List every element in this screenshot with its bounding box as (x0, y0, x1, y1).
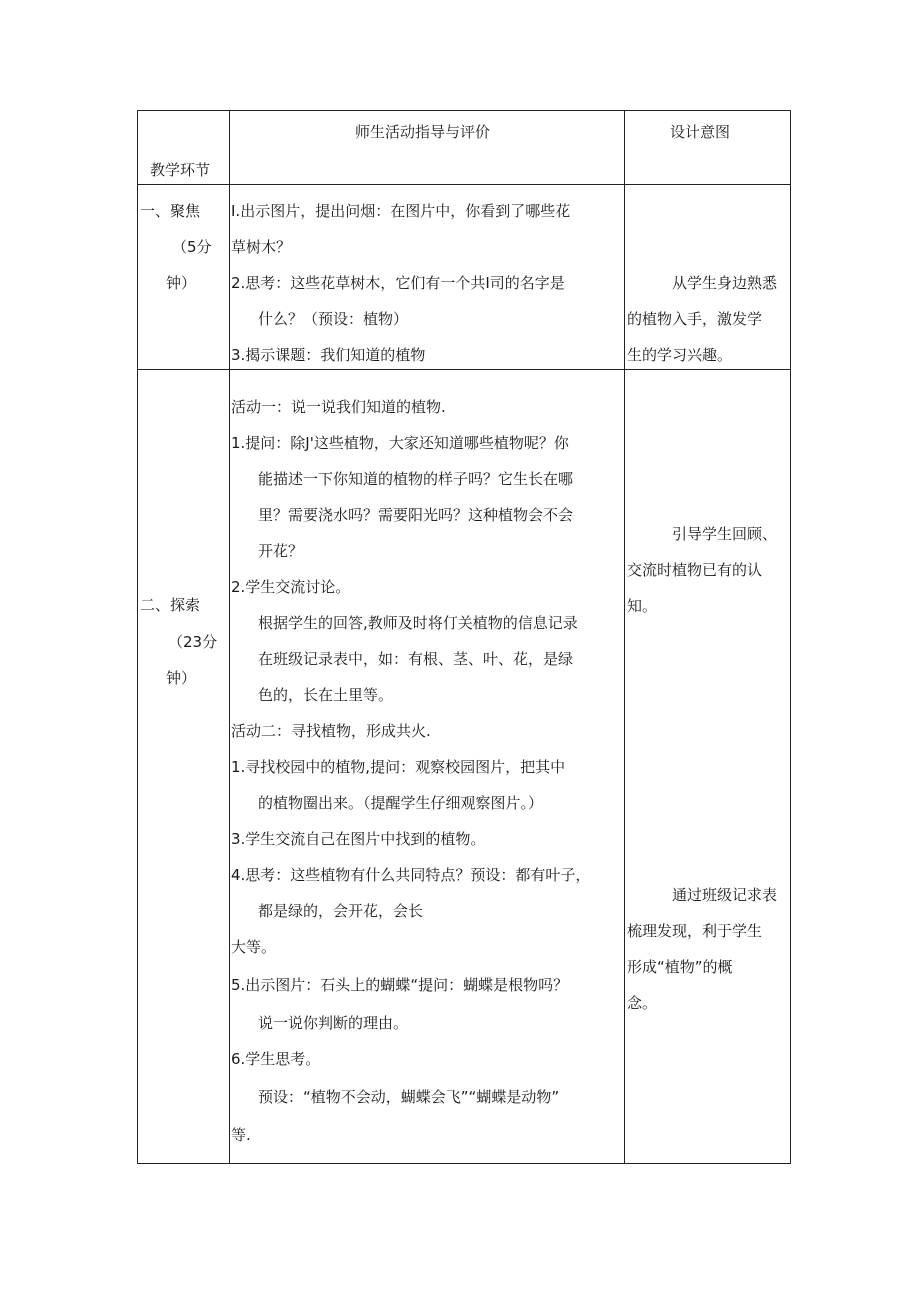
section2-activity-line: 活动一：说一说我们知道的植物. (231, 398, 446, 416)
header-bottom-border (137, 184, 791, 185)
section2-activity-line: 5.出示图片：石头上的蝴蝶“提问：蝴蝶是根物吗？ (231, 976, 569, 994)
section1-intent-line: 生的学习兴趣。 (627, 346, 733, 364)
table-right-border (790, 110, 791, 1164)
section1-activity-line: 2.思考：这些花草树木，它们有一个共I司的名字是 (231, 274, 565, 292)
section1-activity-line: 什么？（预设：植物） (258, 310, 409, 328)
table-bottom-border (137, 1163, 791, 1164)
section2-activity-line: 活动二：寻找植物，形成共火. (231, 722, 431, 740)
section2-intent1-line: 交流时植物已有的认 (627, 561, 763, 579)
section2-activity-line: 6.学生思考。 (231, 1050, 321, 1068)
section1-intent-line: 的植物入手，激发学 (627, 310, 763, 328)
section2-activity-line: 4.思考：这些植物有什么共同特点？预设：都有叶子， (231, 866, 591, 884)
section2-activity-line: 1.寻找校园中的植物,提问：观察校园图片，把其中 (231, 758, 566, 776)
table-top-border (137, 110, 791, 111)
col-divider-2 (624, 110, 625, 1164)
section2-activity-line: 色的，长在土里等。 (258, 686, 394, 704)
section2-intent2-line: 通过班级记求表 (672, 886, 778, 904)
header-activity-label: 师生活动指导与评价 (355, 123, 491, 141)
section2-stage-line2: （23分 (168, 633, 218, 651)
row1-bottom-border (137, 369, 791, 370)
section2-intent2-line: 念。 (627, 994, 658, 1012)
section2-activity-line: 预设：“植物不会动，蝴蝶会飞”“蝴蝶是动物” (258, 1088, 560, 1106)
section2-activity-line: 里？需要浇水吗？需要阳光吗？这种植物会不会 (258, 506, 574, 524)
section2-activity-line: 说一说你判断的理由。 (258, 1014, 409, 1032)
section2-activity-line: 的植物圈出来。（提醒学生仔细观察图片。） (258, 794, 544, 812)
section1-activity-line: 3.揭示课题：我们知道的植物 (231, 346, 426, 364)
section2-stage-line1: 二、探索 (140, 596, 201, 614)
section1-stage-line1: 一、聚焦 (140, 202, 201, 220)
col-divider-1 (229, 110, 230, 1164)
section2-intent1-line: 引导学生回顾、 (672, 525, 778, 543)
section2-activity-line: 2.学生交流讨论。 (231, 578, 351, 596)
section2-intent2-line: 梳理发现，利于学生 (627, 922, 763, 940)
section2-intent2-line: 形成“植物”的概 (627, 958, 733, 976)
header-intent-label: 设计意图 (670, 123, 731, 141)
section2-activity-line: 都是绿的，会开花，会长 (258, 902, 424, 920)
section1-activity-line: 草树木？ (231, 238, 292, 256)
section1-activity-line: I.出示图片，提出问烟：在图片中，你看到了哪些花 (231, 202, 571, 220)
section2-activity-line: 等. (231, 1126, 251, 1144)
header-stage-label: 教学环节 (150, 161, 211, 179)
section2-intent1-line: 知。 (627, 597, 658, 615)
section2-stage-line3: 钟） (166, 669, 197, 687)
section2-activity-line: 在班级记录表中，如：有根、茎、叶、花，是绿 (258, 650, 574, 668)
table-left-border (137, 110, 138, 1164)
section1-stage-line3: 钟） (166, 274, 197, 292)
section1-intent-line: 从学生身边熟悉 (672, 274, 778, 292)
section2-activity-line: 1.提问：除J'这些植物，大家还知道哪些植物呢？你 (231, 434, 569, 452)
section2-activity-line: 大等。 (231, 938, 277, 956)
section1-stage-line2: （5分 (172, 238, 212, 256)
section2-activity-line: 根据学生的回答,教师及时将仃关植物的信息记录 (258, 614, 578, 632)
section2-activity-line: 能描述一下你知道的植物的样子吗？它生长在哪 (258, 470, 574, 488)
section2-activity-line: 开花？ (258, 542, 304, 560)
section2-activity-line: 3.学生交流自己在图片中找到的植物。 (231, 830, 486, 848)
